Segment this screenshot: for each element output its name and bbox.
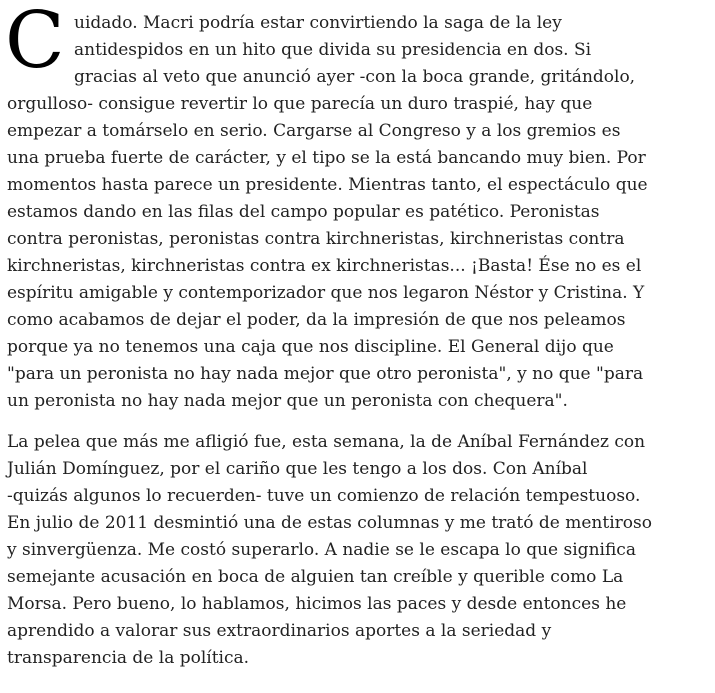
text-line: -quizás algunos lo recuerden- tuve un comienzo de relación tempestuoso. <box>7 486 641 506</box>
text-line: porque ya no tenemos una caja que nos discipline. El General dijo que <box>7 337 614 357</box>
text-line: y sinvergüenza. Me costó superarlo. A nadie se le escapa lo que significa <box>7 540 636 560</box>
text-line: como acabamos de dejar el poder, da la impresión de que nos peleamos <box>7 310 626 330</box>
text-line: una prueba fuerte de carácter, y el tipo se la está bancando muy bien. Por <box>7 148 646 168</box>
text-line: empezar a tomárselo en serio. Cargarse al Congreso y a los gremios es <box>7 121 621 141</box>
text-line: espíritu amigable y contemporizador que nos legaron Néstor y Cristina. Y <box>7 283 645 303</box>
paragraph-2 <box>7 429 715 672</box>
text-line: La pelea que más me afligió fue, esta semana, la de Aníbal Fernández con <box>7 432 646 452</box>
text-line: Julián Domínguez, por el cariño que les tengo a los dos. Con Aníbal <box>7 459 588 479</box>
text-line: kirchneristas, kirchneristas contra ex kirchneristas... ¡Basta! Ése no es el <box>7 256 642 276</box>
text-line: uidado. Macri podría estar convirtiendo la saga de la ley <box>74 13 562 33</box>
text-line: aprendido a valorar sus extraordinarios aportes a la seriedad y <box>7 621 552 641</box>
text-line: transparencia de la política. <box>7 648 250 668</box>
text-line: estamos dando en las filas del campo popular es patético. Peronistas <box>7 202 600 222</box>
text-line: orgulloso- consigue revertir lo que parecía un duro traspié, hay que <box>7 94 593 114</box>
text-line: Morsa. Pero bueno, lo hablamos, hicimos las paces y desde entonces he <box>7 594 627 614</box>
text-line: En julio de 2011 desmintió una de estas columnas y me trató de mentiroso <box>7 513 652 533</box>
text-line: contra peronistas, peronistas contra kirchneristas, kirchneristas contra <box>7 229 625 249</box>
text-line: momentos hasta parece un presidente. Mientras tanto, el espectáculo que <box>7 175 648 195</box>
drop-cap: C <box>5 0 65 86</box>
text-line: gracias al veto que anunció ayer -con la boca grande, gritándolo, <box>74 67 636 87</box>
text-line: "para un peronista no hay nada mejor que otro peronista", y no que "para <box>7 364 644 384</box>
paragraph-1 <box>7 10 715 415</box>
text-line: un peronista no hay nada mejor que un peronista con chequera". <box>7 391 568 411</box>
text-line: antidespidos en un hito que divida su presidencia en dos. Si <box>74 40 592 60</box>
text-line: semejante acusación en boca de alguien tan creíble y querible como La <box>7 567 624 587</box>
